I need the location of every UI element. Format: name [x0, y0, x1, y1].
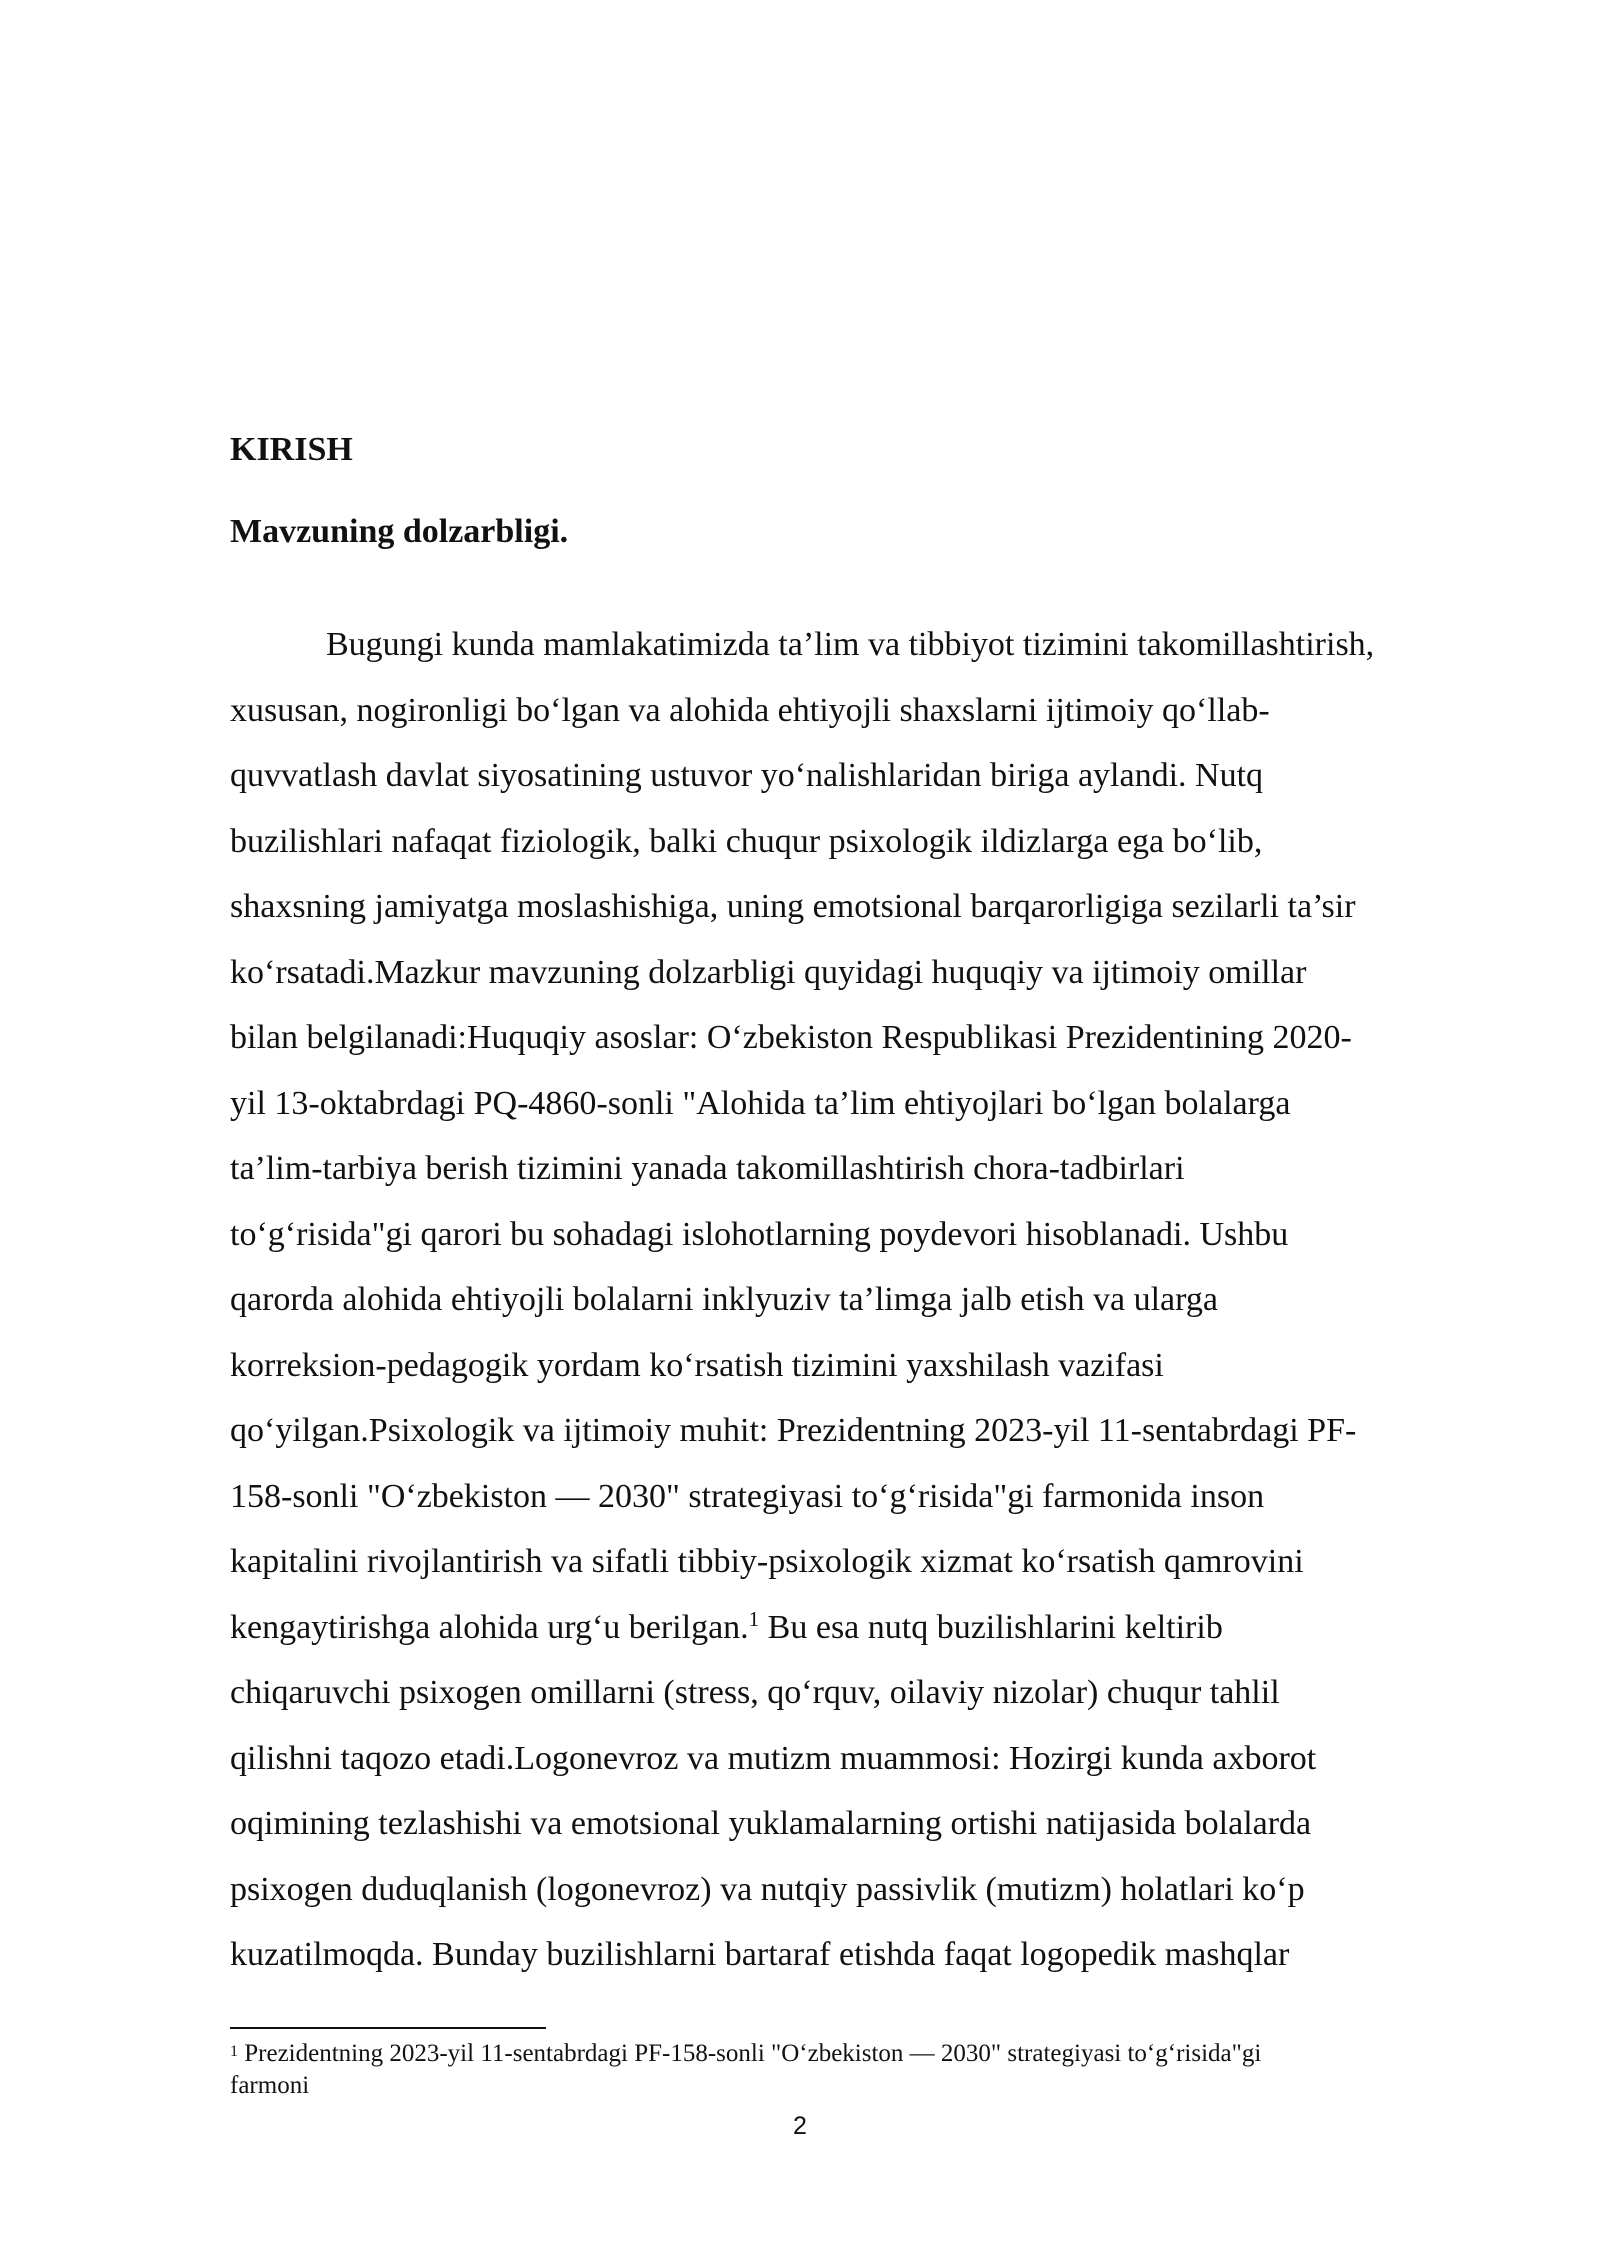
body-line-text: Bu esa nutq buzilishlarini keltirib	[759, 1608, 1223, 1646]
body-line: qarorda alohida ehtiyojli bolalarni inklyuziv ta’limga jalb etish va ularga	[230, 1281, 1218, 1318]
footnote-text: Prezidentning 2023-yil 11-sentabrdagi PF-158-sonli "O‘zbekiston — 2030" strategiyasi to‘g‘risida"gi	[238, 2040, 1262, 2067]
section-heading: Mavzuning dolzarbligi.	[230, 513, 569, 550]
body-line: bilan belgilanadi:Huquqiy asoslar: O‘zbekiston Respublikasi Prezidentining 2020-	[230, 1019, 1352, 1056]
body-line: ko‘rsatadi.Mazkur mavzuning dolzarbligi quyidagi huquqiy va ijtimoiy omillar	[230, 953, 1307, 991]
body-line: psixogen duduqlanish (logonevroz) va nutqiy passivlik (mutizm) holatlari ko‘p	[230, 1870, 1305, 1908]
body-line: buzilishlari nafaqat fiziologik, balki chuqur psixologik ildizlarga ega bo‘lib,	[230, 822, 1263, 860]
body-line: kuzatilmoqda. Bunday buzilishlarni bartaraf etishda faqat logopedik mashqlar	[230, 1936, 1290, 1973]
body-line: chiqaruvchi psixogen omillarni (stress, qo‘rquv, oilaviy nizolar) chuqur tahlil	[230, 1674, 1280, 1711]
page-number: 2	[793, 2112, 807, 2140]
body-line-with-footnote	[230, 1595, 1510, 1661]
footnote-line: farmoni	[230, 2072, 310, 2099]
body-line: to‘g‘risida"gi qarori bu sohadagi islohotlarning poydevori hisoblanadi. Ushbu	[230, 1215, 1289, 1253]
footnote-separator	[230, 2027, 546, 2029]
body-line: Bugungi kunda mamlakatimizda ta’lim va tibbiyot tizimini takomillashtirish,	[326, 626, 1375, 663]
footnote-reference[interactable]: 1	[748, 1606, 760, 1631]
body-line: ta’lim-tarbiya berish tizimini yanada takomillashtirish chora-tadbirlari	[230, 1150, 1185, 1187]
document-title: KIRISH	[230, 431, 353, 468]
footnote-line	[230, 2038, 1510, 2070]
body-line: qo‘yilgan.Psixologik va ijtimoiy muhit: Prezidentning 2023-yil 11-sentabrdagi PF-	[230, 1412, 1357, 1449]
body-paragraph	[230, 612, 1510, 1988]
footnote	[230, 2038, 1510, 2102]
footnote-marker: 1	[230, 2043, 238, 2060]
body-line-text: kengaytirishga alohida urg‘u berilgan.	[230, 1608, 749, 1646]
body-line: xususan, nogironligi bo‘lgan va alohida ehtiyojli shaxslarni ijtimoiy qo‘llab-	[230, 691, 1270, 729]
body-line: shaxsning jamiyatga moslashishiga, uning emotsional barqarorligiga sezilarli ta’sir	[230, 888, 1356, 925]
body-line: 158-sonli "O‘zbekiston — 2030" strategiyasi to‘g‘risida"gi farmonida inson	[230, 1477, 1265, 1515]
body-line: qilishni taqozo etadi.Logonevroz va mutizm muammosi: Hozirgi kunda axborot	[230, 1739, 1317, 1777]
body-line: kapitalini rivojlantirish va sifatli tibbiy-psixologik xizmat ko‘rsatish qamrovini	[230, 1543, 1304, 1580]
body-line: yil 13-oktabrdagi PQ-4860-sonli "Alohida ta’lim ehtiyojlari bo‘lgan bolalarga	[230, 1084, 1291, 1122]
body-line: korreksion-pedagogik yordam ko‘rsatish tizimini yaxshilash vazifasi	[230, 1346, 1164, 1384]
body-line: oqimining tezlashishi va emotsional yuklamalarning ortishi natijasida bolalarda	[230, 1805, 1312, 1842]
body-line: quvvatlash davlat siyosatining ustuvor yo‘nalishlaridan biriga aylandi. Nutq	[230, 757, 1264, 794]
